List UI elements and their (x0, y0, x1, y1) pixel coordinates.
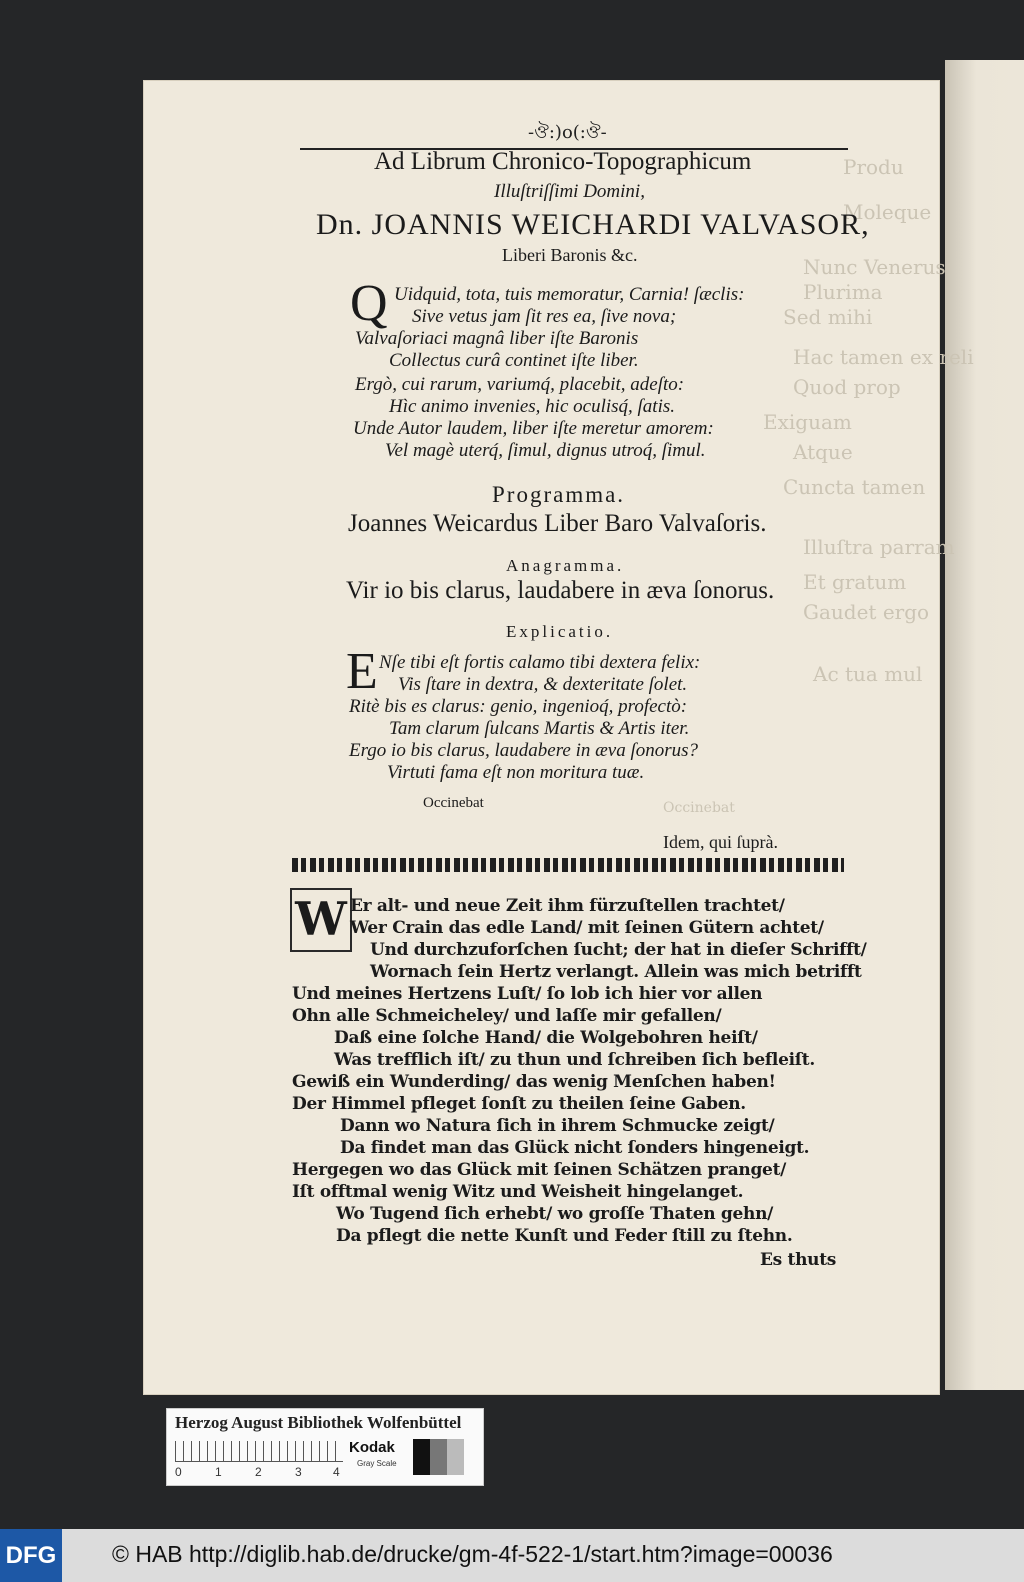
ruler-number: 0 (175, 1465, 182, 1479)
show-through-text: Moleque (843, 200, 932, 224)
ruler-number: 3 (295, 1465, 302, 1479)
poem-line: Valvaſoriaci magnâ liber iſte Baronis (355, 328, 639, 349)
ruler-number: 4 (333, 1465, 340, 1479)
gray-swatch (413, 1439, 430, 1475)
show-through-text: Plurima (803, 280, 883, 304)
show-through-text: Ac tua mul (813, 662, 923, 686)
facing-page-edge (945, 60, 1024, 1390)
dedicatee-rank: Liberi Baronis &c. (502, 245, 638, 265)
color-calibration-card (166, 1408, 484, 1486)
catchword: Es thuts (760, 1250, 837, 1270)
programma-text: Joannes Weicardus Liber Baro Valvaſoris. (348, 510, 767, 537)
show-through-text: Quod prop (793, 375, 901, 399)
german-poem-line: Der Himmel pfleget ſonſt zu theilen ſeine Gaben. (292, 1094, 746, 1114)
kodak-logo: Kodak (349, 1439, 395, 1456)
show-through-text: Exiguam (763, 410, 852, 434)
poem-line: Virtuti fama eſt non moritura tuæ. (387, 762, 645, 783)
drop-cap: W (290, 888, 352, 952)
footer-bar (0, 1529, 1024, 1582)
poem-line: Vel magè uterq́, ſimul, dignus utroq́, ſimul. (385, 440, 706, 461)
drop-cap: E (346, 643, 378, 700)
german-poem-line: Ohn alle Schmeicheley/ und laſſe mir gefallen/ (292, 1006, 722, 1026)
signature: Idem, qui ſuprà. (663, 832, 778, 852)
poem-line: Sive vetus jam ſit res ea, ſive nova; (412, 306, 677, 327)
dfg-logo: DFG (0, 1529, 62, 1582)
show-through-text: Nunc Venerus (803, 255, 946, 279)
show-through-text: Et gratum (803, 570, 907, 594)
german-poem-line: Gewiß ein Wunderding/ das wenig Menſchen haben! (292, 1072, 776, 1092)
anagramma-heading: Anagramma. (506, 556, 625, 575)
german-poem-line: Daß eine ſolche Hand/ die Wolgebohren heiſt/ (334, 1028, 758, 1048)
poem-line: Uidquid, tota, tuis memoratur, Carnia! ſæclis: (394, 284, 745, 305)
gray-swatch (430, 1439, 447, 1475)
poem-line: Collectus curâ continet iſte liber. (389, 350, 639, 371)
german-poem-line: Wer Crain das edle Land/ mit ſeinen Gütern achtet/ (350, 918, 824, 938)
programma-heading: Programma. (492, 482, 626, 507)
show-through-text: Gaudet ergo (803, 600, 930, 624)
card-title: Herzog August Bibliothek Wolfenbüttel (175, 1413, 462, 1432)
drop-cap: Q (350, 275, 388, 332)
german-poem-line: Da pflegt die nette Kunſt und Feder ſtill zu ſtehn. (336, 1226, 793, 1246)
gray-swatch (447, 1439, 464, 1475)
german-poem-line: Dann wo Natura ſich in ihrem Schmucke zeigt/ (340, 1116, 775, 1136)
dedicatee-name: Dn. JOANNIS WEICHARDI VALVASOR, (316, 208, 870, 241)
poem-line: Ergo io bis clarus, laudabere in æva ſonorus? (349, 740, 699, 761)
german-poem-line: Wo Tugend ſich erhebt/ wo groſſe Thaten gehn/ (336, 1204, 774, 1224)
header-ornament: -ঔ:)o(:ঔ- (528, 122, 607, 143)
german-poem-line: Und durchzuforſchen ſucht; der hat in dieſer Schrifft/ (370, 940, 867, 960)
german-poem-line: Und meines Hertzens Luſt/ ſo lob ich hier vor allen (292, 984, 763, 1004)
show-through-text: Hac tamen ex reli (793, 345, 974, 369)
poem-line: Hìc animo invenies, hic oculisq́, ſatis. (389, 396, 676, 417)
show-through-text: Illuſtra parram (803, 535, 955, 559)
source-url[interactable]: © HAB http://diglib.hab.de/drucke/gm-4f-522-1/start.htm?image=00036 (112, 1541, 833, 1567)
occinebat-label: Occinebat (423, 795, 484, 811)
decorative-border (292, 858, 844, 872)
german-poem-line: Was trefflich iſt/ zu thun und ſchreiben ſich befleiſt. (334, 1050, 815, 1070)
ruler-number: 1 (215, 1465, 222, 1479)
explicatio-heading: Explicatio. (506, 622, 614, 641)
german-poem-line: Wornach ſein Hertz verlangt. Allein was mich betrifft (370, 962, 862, 982)
german-poem-line: Da findet man das Glück nicht ſonders hingeneigt. (340, 1138, 810, 1158)
ruler-scale (175, 1441, 343, 1462)
poem-line: Nſe tibi eſt fortis calamo tibi dextera felix: (379, 652, 701, 673)
page-subtitle: Illuſtriſſimi Domini, (494, 181, 645, 202)
german-poem-line: Iſt offtmal wenig Witz und Weisheit hingelanget. (292, 1182, 744, 1202)
poem-line: Ergò, cui rarum, variumq́, placebit, adeſto: (355, 374, 685, 395)
poem-line: Ritè bis es clarus: genio, ingenioq́, profectò: (349, 696, 688, 717)
show-through-text: Cuncta tamen (783, 475, 926, 499)
show-through-text: Sed mihi (783, 305, 873, 329)
page-title: Ad Librum Chronico-Topographicum (374, 148, 752, 175)
german-poem-line: Er alt- und neue Zeit ihm fürzuſtellen trachtet/ (350, 896, 785, 916)
poem-line: Vis ſtare in dextra, & dexteritate ſolet. (398, 674, 688, 695)
anagramma-text: Vir io bis clarus, laudabere in æva ſonorus. (346, 577, 775, 604)
show-through-text: Produ (843, 155, 904, 179)
poem-line: Unde Autor laudem, liber iſte meretur amorem: (353, 418, 714, 439)
poem-line: Tam clarum ſulcans Martis & Artis iter. (389, 718, 690, 739)
gray-scale-label: Gray Scale (357, 1459, 397, 1468)
ruler-number: 2 (255, 1465, 262, 1479)
show-through-text: Atque (793, 440, 853, 464)
german-poem-line: Hergegen wo das Glück mit ſeinen Schätzen pranget/ (292, 1160, 787, 1180)
show-through-text: Occinebat (663, 800, 735, 816)
